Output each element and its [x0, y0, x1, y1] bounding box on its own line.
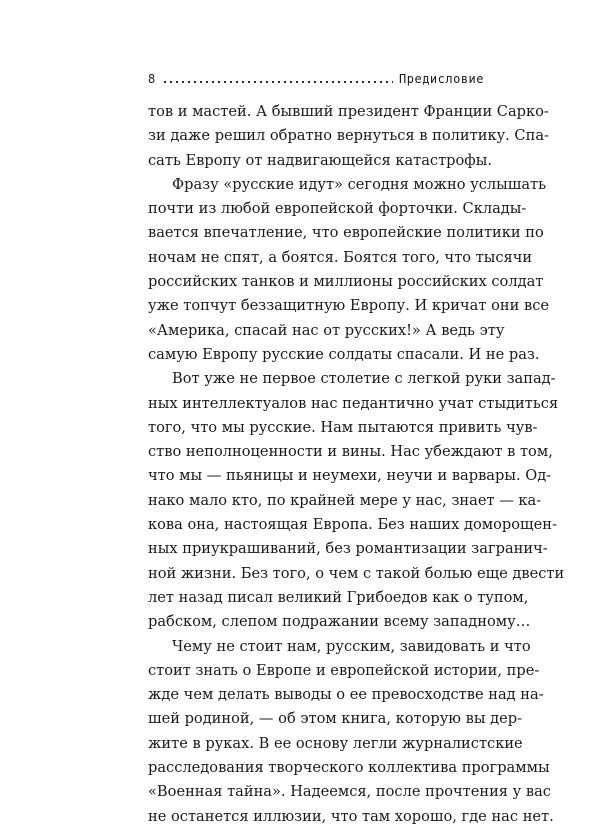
text-line: почти из любой европейской форточки. Склады-	[148, 200, 527, 218]
text-line: самую Европу русские солдаты спасали. И не раз.	[148, 345, 540, 363]
text-line: Чему не стоит нам, русским, завидовать и что	[172, 637, 531, 655]
text-line: что мы — пьяницы и неумехи, неучи и варвары. Од-	[148, 467, 552, 485]
text-line: рабском, слепом подражании всему западному…	[148, 613, 531, 631]
text-line: того, что мы русские. Нам пытаются привить чув-	[148, 418, 538, 436]
paragraph	[148, 635, 554, 829]
text-line: российских танков и миллионы российских солдат	[148, 273, 544, 291]
text-line: сать Европу от надвигающейся катастрофы.	[148, 151, 492, 169]
text-line: нако мало кто, по крайней мере у нас, знает — ка-	[148, 491, 542, 509]
text-line: жде чем делать выводы о ее превосходстве над на-	[148, 686, 544, 704]
text-line: расследования творческого коллектива программы	[148, 759, 550, 777]
body-text	[148, 100, 565, 829]
text-line: уже топчут беззащитную Европу. И кричат они все	[148, 297, 550, 315]
text-line: ных приукрашиваний, без романтизации загранич-	[148, 540, 548, 558]
text-line: тов и мастей. А бывший президент Франции Сарко-	[148, 103, 549, 120]
text-line: «Америка, спасай нас от русских!» А ведь эту	[148, 321, 505, 339]
text-line: шей родиной, — об этом книга, которую вы дер-	[148, 710, 523, 728]
dotted-leader	[162, 81, 393, 83]
text-line: ной жизни. Без того, о чем с такой болью еще двести	[148, 564, 565, 582]
text-line: лет назад писал великий Грибоедов как о тупом,	[148, 588, 529, 606]
text-line: Фразу «русские идут» сегодня можно услышать	[172, 175, 547, 193]
text-line: зи даже решил обратно вернуться в политику. Спа-	[148, 127, 549, 145]
section-title: Предисловие	[399, 72, 484, 86]
text-line: ночам не спят, а боятся. Боятся того, что тысячи	[148, 248, 533, 266]
text-line: Вот уже не первое столетие с легкой руки запад-	[172, 370, 556, 388]
paragraph	[148, 367, 565, 634]
text-line: вается впечатление, что европейские политики по	[148, 224, 544, 242]
text-line: стоит знать о Европе и европейской истории, пре-	[148, 661, 540, 679]
running-head	[148, 69, 484, 89]
text-line: «Военная тайна». Надеемся, после прочтения у вас	[148, 783, 551, 801]
text-line: кова она, настоящая Европа. Без наших доморощен-	[148, 516, 557, 534]
paragraph	[148, 100, 549, 173]
text-line: не останется иллюзии, что там хорошо, где нас нет.	[148, 807, 554, 825]
paragraph	[148, 173, 550, 367]
text-line: жите в руках. В ее основу легли журналистские	[148, 734, 523, 752]
page-number: 8	[148, 72, 156, 86]
text-line: ных интеллектуалов нас педантично учат стыдиться	[148, 394, 559, 412]
text-line: ство неполноценности и вины. Нас убеждают в том,	[148, 443, 553, 461]
